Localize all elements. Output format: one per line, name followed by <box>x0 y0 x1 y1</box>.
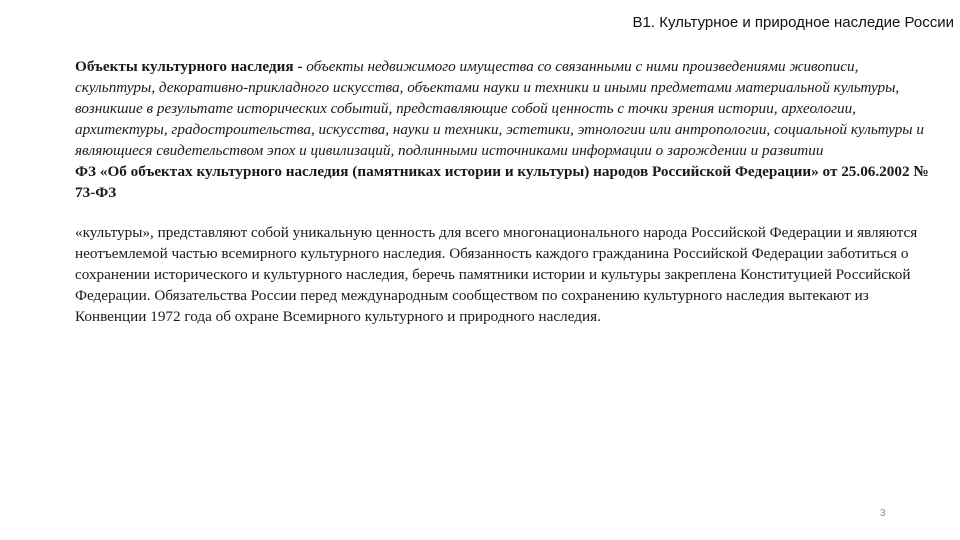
definition-paragraph <box>75 56 935 161</box>
law-reference: ФЗ «Об объектах культурного наследия (памятниках истории и культуры) народов Российской Федерации» от 25.06.2002 № 73-ФЗ <box>75 163 929 201</box>
definition-text: объекты недвижимого имущества со связанными с ними произведениями живописи, скульптуры, декоративно-прикладного искусства, объектами науки и техники и иными предметами материальной культуры, возникшие в результате исторических событий, представляющие собой ценность с точки зрения истории, археологии, архитектуры, градостроительства, искусства, науки и техники, эстетики, этнологии или антропологии, социальной культуры и являющиеся свидетельством эпох и цивилизаций, подлинными источниками информации о зарождении и развитии <box>75 58 924 159</box>
definition-term: Объекты культурного наследия <box>75 58 294 75</box>
body-paragraph: «культуры», представляют собой уникальную ценность для всего многонационального народа Российской Федерации и являются неотъемлемой частью всемирного культурного наследия. Обязанность каждого гражданина Российской Федерации заботиться о сохранении исторического и культурного наследия, беречь памятники истории и культуры закреплена Конституцией Российской Федерации. Обязательства России перед международным сообществом по сохранению культурного наследия вытекают из Конвенции 1972 года об охране Всемирного культурного и природного наследия. <box>75 224 918 325</box>
definition-dash: - <box>293 58 307 75</box>
slide-title: В1. Культурное и природное наследие России <box>632 14 954 31</box>
slide-content <box>75 56 935 327</box>
page-number: 3 <box>880 508 886 519</box>
